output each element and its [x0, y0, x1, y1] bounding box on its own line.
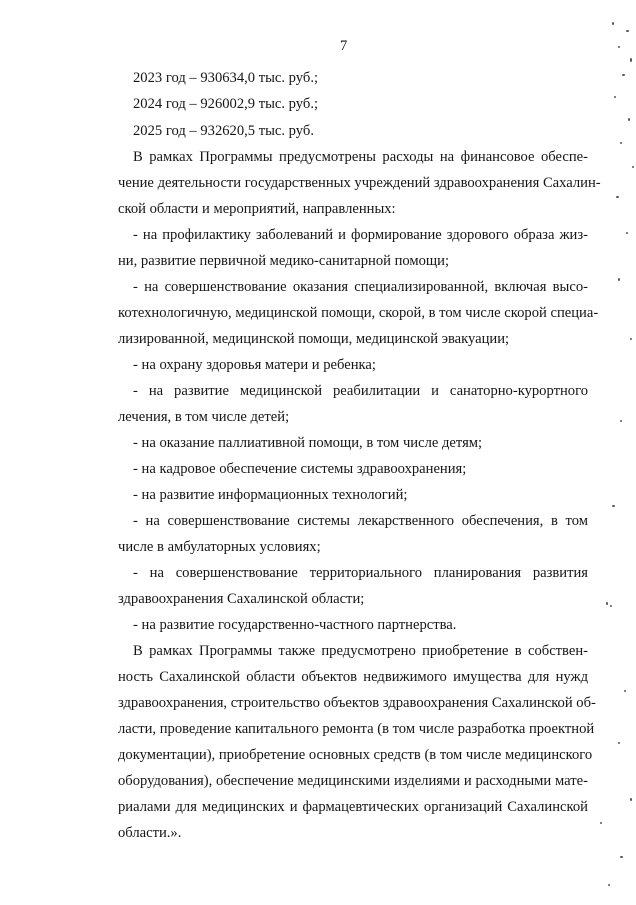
text-line: здравоохранения Сахалинской области; [118, 591, 365, 607]
text-line [118, 174, 601, 192]
text-line: лизированной, медицинской помощи, медицинской эвакуации; [118, 331, 510, 347]
text-line: области.». [118, 825, 182, 841]
text-line: ласти, проведение капитального ремонта (в том числе разработка проектной [118, 721, 595, 737]
list-item [118, 512, 588, 530]
funding-line-2023: 2023 год – 930634,0 тыс. руб.; [133, 70, 319, 86]
text-line: числе в амбулаторных условиях; [118, 539, 321, 555]
list-item: - на развитие государственно-частного партнерства. [133, 617, 457, 633]
text-line: ни, развитие первичной медико-санитарной помощи; [118, 253, 450, 269]
list-item [118, 564, 588, 582]
text-line: - на развитие медицинской реабилитации и санаторно-курортного [133, 383, 588, 399]
list-item [118, 382, 588, 400]
text-line: оборудования), обеспечение медицинскими изделиями и расходными мате- [118, 773, 588, 789]
text-line: В рамках Программы предусмотрены расходы на финансовое обеспе- [133, 149, 588, 165]
text-line: риалами для медицинских и фармацевтических организаций Сахалинской [118, 799, 588, 815]
paragraph-acquisitions [118, 642, 588, 660]
text-line: ность Сахалинской области объектов недвижимого имущества для нужд [118, 669, 588, 685]
text-line [118, 798, 588, 816]
paragraph-expenses [118, 148, 588, 166]
text-line: - на совершенствование системы лекарственного обеспечения, в том [133, 513, 588, 529]
text-line: здравоохранения, строительство объектов здравоохранения Сахалинской об- [118, 695, 596, 711]
text-line: - на профилактику заболеваний и формирование здорового образа жиз- [133, 227, 588, 243]
text-line [118, 772, 588, 790]
text-line: лечения, в том числе детей; [118, 409, 290, 425]
page-number: 7 [340, 38, 348, 54]
text-line [118, 746, 593, 764]
funding-line-2025: 2025 год – 932620,5 тыс. руб. [133, 123, 314, 139]
text-line: котехнологичную, медицинской помощи, скорой, в том числе скорой специа- [118, 305, 599, 321]
text-line [118, 720, 595, 738]
text-line: чение деятельности государственных учреждений здравоохранения Сахалин- [118, 175, 601, 191]
text-line: документации), приобретение основных средств (в том числе медицинского [118, 747, 593, 763]
text-line: - на совершенствование оказания специализированной, включая высо- [133, 279, 588, 295]
text-line: В рамках Программы также предусмотрено приобретение в собствен- [133, 643, 588, 659]
text-line: ской области и мероприятий, направленных: [118, 201, 396, 217]
text-line [118, 668, 588, 686]
funding-line-2024: 2024 год – 926002,9 тыс. руб.; [133, 96, 319, 112]
list-item: - на развитие информационных технологий; [133, 487, 408, 503]
text-line [118, 694, 596, 712]
list-item: - на оказание паллиативной помощи, в том числе детям; [133, 435, 483, 451]
list-item: - на охрану здоровья матери и ребенка; [133, 357, 376, 373]
list-item [118, 226, 588, 244]
list-item: - на кадровое обеспечение системы здравоохранения; [133, 461, 467, 477]
text-line [118, 304, 599, 322]
text-line: - на совершенствование территориального планирования развития [133, 565, 588, 581]
list-item [118, 278, 588, 296]
